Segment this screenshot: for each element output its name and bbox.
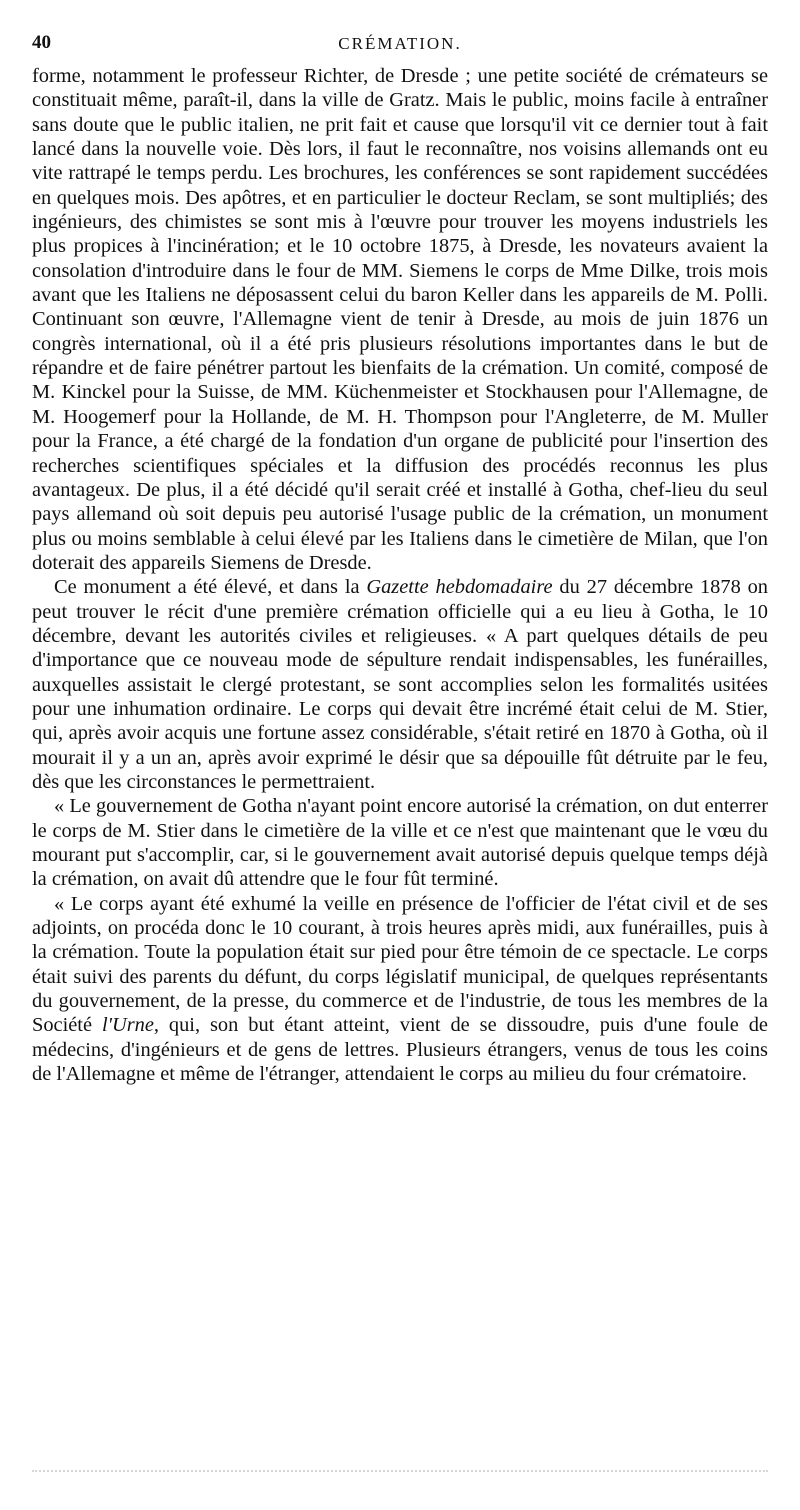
page [32, 28, 768, 1086]
paragraph-3: « Le gouvernement de Gotha n'ayant point encore autorisé la crémation, on dut enterrer le corps de M. Stier dans le cimetière de la ville et ce n'est que maintenant que le vœu du mourant put s'accomplir, car, si le gouvernement avait autorisé depuis quelque temps déjà la crémation, on avait dû attendre que le four fût terminé. [32, 795, 768, 891]
paragraph-4 [32, 892, 768, 1087]
paragraph-2 [32, 575, 768, 794]
page-header [32, 28, 768, 64]
bottom-scan-marks [32, 1470, 768, 1474]
page-number: 40 [32, 32, 51, 53]
paragraph-1: forme, notamment le professeur Richter, de Dresde ; une petite société de crémateurs se constituait même, paraît-il, dans la ville de Gratz. Mais le public, moins facile à entraîner sans doute que le public italien, ne prit fait et cause que lorsqu'il vit ce dernier tout à fait lancé dans la nouvelle voie. Dès lors, il faut le reconnaître, nos voisins allemands ont eu vite rattrapé le temps perdu. Les brochures, les conférences se sont rapidement succédées en quelques mois. Des apôtres, et en particulier le docteur Reclam, se sont multipliés; des ingénieurs, des chimistes se sont mis à l'œuvre pour trouver les moyens industriels les plus propices à l'incinération; et le 10 octobre 1875, à Dresde, les novateurs avaient la consolation d'introduire dans le four de MM. Siemens le corps de Mme Dilke, trois mois avant que les Italiens ne déposassent celui du baron Keller dans les appareils de M. Polli. Continuant son œuvre, l'Allemagne vient de tenir à Dresde, au mois de juin 1876 un congrès international, où il a été pris plusieurs résolutions importantes dans le but de répandre et de faire pénétrer partout les bienfaits de la crémation. Un comité, composé de M. Kinckel pour la Suisse, de MM. Küchenmeister et Stockhausen pour l'Allemagne, de M. Hoogemerf pour la Hollande, de M. H. Thompson pour l'Angleterre, de M. Muller pour la France, a été chargé de la fondation d'un organe de publicité pour l'insertion des recherches scientifiques spéciales et la diffusion des procédés reconnus les plus avantageux. De plus, il a été décidé qu'il serait créé et installé à Gotha, chef-lieu du seul pays allemand où soit depuis peu autorisé l'usage public de la crémation, un monument plus ou moins semblable à celui élevé par les Italiens dans le cimetière de Milan, que l'on doterait des appareils Siemens de Dresde. [32, 65, 768, 574]
paragraph-2-text-after: du 27 décembre 1878 on peut trouver le récit d'une première crémation officielle qui a eu lieu à Gotha, le 10 décembre, devant les autorités civiles et religieuses. « A part quelques détails de peu d'importance que ce nouveau mode de sépulture rendait indispensables, les funérailles, auxquelles assistait le clergé protestant, se sont accomplies selon les formalités usitées pour une inhumation ordinaire. Le corps qui devait être incrémé était celui de M. Stier, qui, après avoir acquis une fortune assez considérable, s'était retiré en 1870 à Gotha, où il mourait il y a un an, après avoir exprimé le désir que sa dépouille fût détruite par le feu, dès que les circonstances le permettraient. [32, 576, 768, 793]
society-name: l'Urne [101, 1014, 154, 1037]
journal-title: Gazette hebdomadaire [366, 576, 553, 599]
running-head: CRÉMATION. [338, 34, 462, 53]
paragraph-2-text-before: Ce monument a été élevé, et dans la [54, 576, 367, 599]
body-text [32, 64, 768, 1086]
paragraph-4-text-after: , qui, son but étant atteint, vient de se dissoudre, puis d'une foule de médecins, d'ingénieurs et de gens de lettres. Plusieurs étrangers, venus de tous les coins de l'Allemagne et même de l'étranger, attendaient le corps au milieu du four crématoire. [32, 1014, 768, 1086]
paragraph-4-text-before: « Le corps ayant été exhumé la veille en présence de l'officier de l'état civil et de ses adjoints, on procéda donc le 10 courant, à trois heures après midi, aux funérailles, puis à la crémation. Toute la population était sur pied pour être témoin de ce spectacle. Le corps était suivi des parents du défunt, du corps législatif municipal, de quelques représentants du gouvernement, de la presse, du commerce et de l'industrie, de tous les membres de la Société [32, 892, 768, 1037]
